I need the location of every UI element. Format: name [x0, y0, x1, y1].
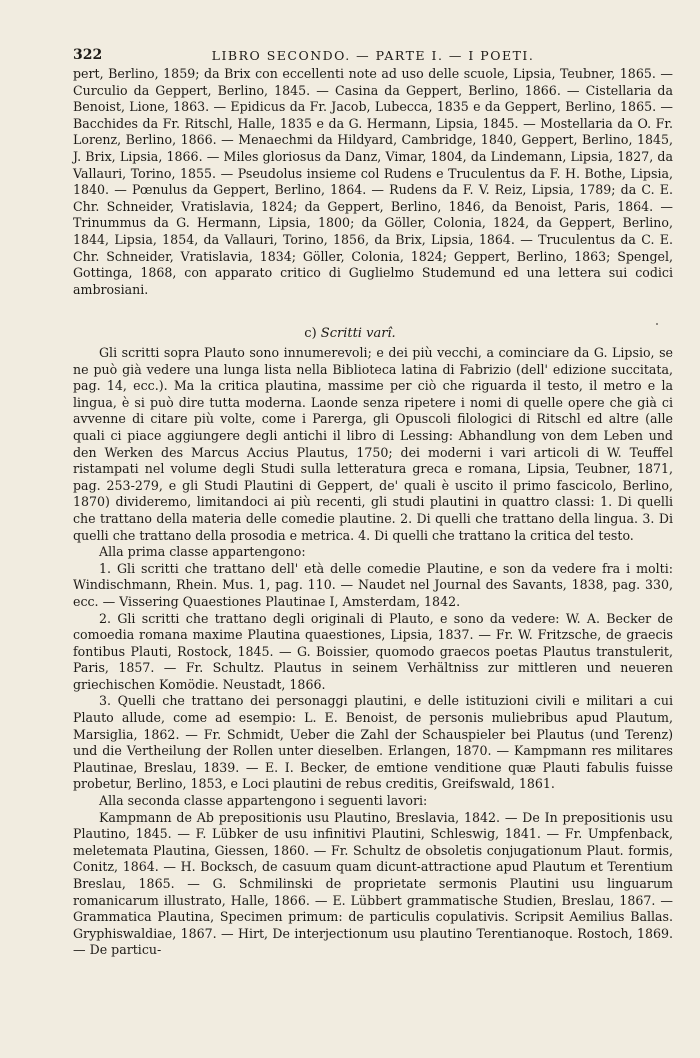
- paragraph: 1. Gli scritti che trattano dell' età delle comedie Plautine, e son da vedere fra i molti: Windischmann, Rhein. Mus. 1, pag. 110. — Naudet nel Journal des Savants, 1838, pag. 330, ecc. — Vissering Quaestiones Plautinae I, Amsterdam, 1842.: [73, 560, 673, 609]
- section-letter: c): [304, 326, 317, 341]
- running-head: LIBRO SECONDO. — PARTE I. — I POETI.: [211, 48, 535, 63]
- section-title: Scritti varî.: [320, 326, 396, 341]
- print-speck: [656, 323, 658, 325]
- paragraph: Alla seconda classe appartengono i seguenti lavori:: [99, 793, 428, 809]
- paragraph: 3. Quelli che trattano dei personaggi plautini, e delle istituzioni civili e militari a cui Plauto allude, come ad esempio: L. E. Benoist, de personis muliebribus apud Plautum, Marsiglia, 1862. — Fr. Schmidt, Ueber die Zahl der Schauspieler bei Plautus (und Terenz) und die Vertheilung der Rollen unter dieselben. Erlangen, 1870. — Kampmann res militares Plautinae, Breslau, 1839. — E. I. Becker, de emtione venditione quæ Plauti fabulis fuisse probetur, Berlino, 1853, e Loci plautini de rebus creditis, Greifswald, 1861.: [73, 693, 673, 792]
- scritti-body: [73, 345, 673, 959]
- paragraph: Gli scritti sopra Plauto sono innumerevoli; e dei più vecchi, a cominciare da G. Lipsio, se ne può già vedere una lunga lista nella Biblioteca latina di Fabrizio (dell' edizione succitata, pag. 14, ecc.). Ma la critica plautina, massime per ciò che riguarda il testo, il metro e la lingua, è si può dire tutta moderna. Laonde senza ripetere i nomi di quelle opere che già ci avvenne di citare più volte, come i Parerga, gli Opuscoli filologici di Ritschl ed altre (alle quali ci piace aggiungere degli antichi il libro di Lessing: Abhandlung von dem Leben und den Werken des Marcus Accius Plautus, 1750; dei moderni i vari articoli di W. Teuffel ristampati nel volume degli Studi sulla letteratura greca e romana, Lipsia, Teubner, 1871, pag. 253-279, e gli Studi Plautini di Geppert, de' quali è uscito il primo fascicolo, Berlino, 1870) divideremo, limitandoci ai più recenti, gli studi plautini in quattro classi: 1. Di quelli che trattano della materia delle comedie plautine. 2. Di quelli che trattano della lingua. 3. Di quelli che trattano della prosodia e metrica. 4. Di quelli che trattano la critica del testo.: [73, 345, 673, 543]
- page-number: 322: [73, 47, 103, 63]
- section-heading: [0, 326, 700, 341]
- paragraph: Alla prima classe appartengono:: [99, 544, 306, 560]
- paragraph: pert, Berlino, 1859; da Brix con eccellenti note ad uso delle scuole, Lipsia, Teubner, 1865. — Curculio da Geppert, Berlino, 1845. — Casina da Geppert, Berlino, 1866. — Cistellaria da Benoist, Lione, 1863. — Epidicus da Fr. Jacob, Lubecca, 1835 e da Geppert, Berlino, 1865. — Bacchides da Fr. Ritschl, Halle, 1835 e da G. Hermann, Lipsia, 1845. — Mostellaria da O. Fr. Lorenz, Berlino, 1866. — Menaechmi da Hildyard, Cambridge, 1840, Geppert, Berlino, 1845, J. Brix, Lipsia, 1866. — Miles gloriosus da Danz, Vimar, 1804, da Lindemann, Lipsia, 1827, da Vallauri, Torino, 1855. — Pseudolus insieme col Rudens e Truculentus da F. H. Bothe, Lipsia, 1840. — Pœnulus da Geppert, Berlino, 1864. — Rudens da F. V. Reiz, Lipsia, 1789; da C. E. Chr. Schneider, Vratislavia, 1824; da Geppert, Berlino, 1846, da Benoist, Paris, 1864. — Trinummus da G. Hermann, Lipsia, 1800; da Göller, Colonia, 1824, da Geppert, Berlino, 1844, Lipsia, 1854, da Vallauri, Torino, 1856, da Brix, Lipsia, 1864. — Truculentus da C. E. Chr. Schneider, Vratislavia, 1834; Göller, Colonia, 1824; Geppert, Berlino, 1863; Spengel, Gottinga, 1868, con apparato critico di Guglielmo Studemund ed una lettera sui codici ambrosiani.: [73, 66, 673, 297]
- page-header: [73, 47, 673, 67]
- paragraph: 2. Gli scritti che trattano degli originali di Plauto, e sono da vedere: W. A. Becker de comoedia romana maxime Plautina quaestiones, Lipsia, 1837. — Fr. W. Fritzsche, de graecis fontibus Plauti, Rostock, 1845. — G. Boissier, quomodo graecos poetas Plautus transtulerit, Paris, 1857. — Fr. Schultz. Plautus in seinem Verhältniss zur mittleren und neueren griechischen Komödie. Neustadt, 1866.: [73, 610, 673, 692]
- paragraph: Kampmann de Ab prepositionis usu Plautino, Breslavia, 1842. — De In prepositionis usu Plautino, 1845. — F. Lübker de usu infinitivi Plautini, Schleswig, 1841. — Fr. Umpfenback, meletemata Plautina, Giessen, 1860. — Fr. Schultz de obsoletis conjugationum Plaut. formis, Conitz, 1864. — H. Bocksch, de casuum quam dicunt-attractione apud Plautum et Terentium Breslau, 1865. — G. Schmilinski de proprietate sermonis Plautini usu linguarum romanicarum illustrato, Halle, 1866. — E. Lübbert grammatische Studien, Breslau, 1867. — Grammatica Plautina, Specimen primum: de particulis copulativis. Scripsit Aemilius Ballas. Gryphiswaldiae, 1867. — Hirt, De interjectionum usu plautino Terentianoque. Rostoch, 1869. — De particu-: [73, 809, 673, 958]
- editions-list: [73, 66, 673, 298]
